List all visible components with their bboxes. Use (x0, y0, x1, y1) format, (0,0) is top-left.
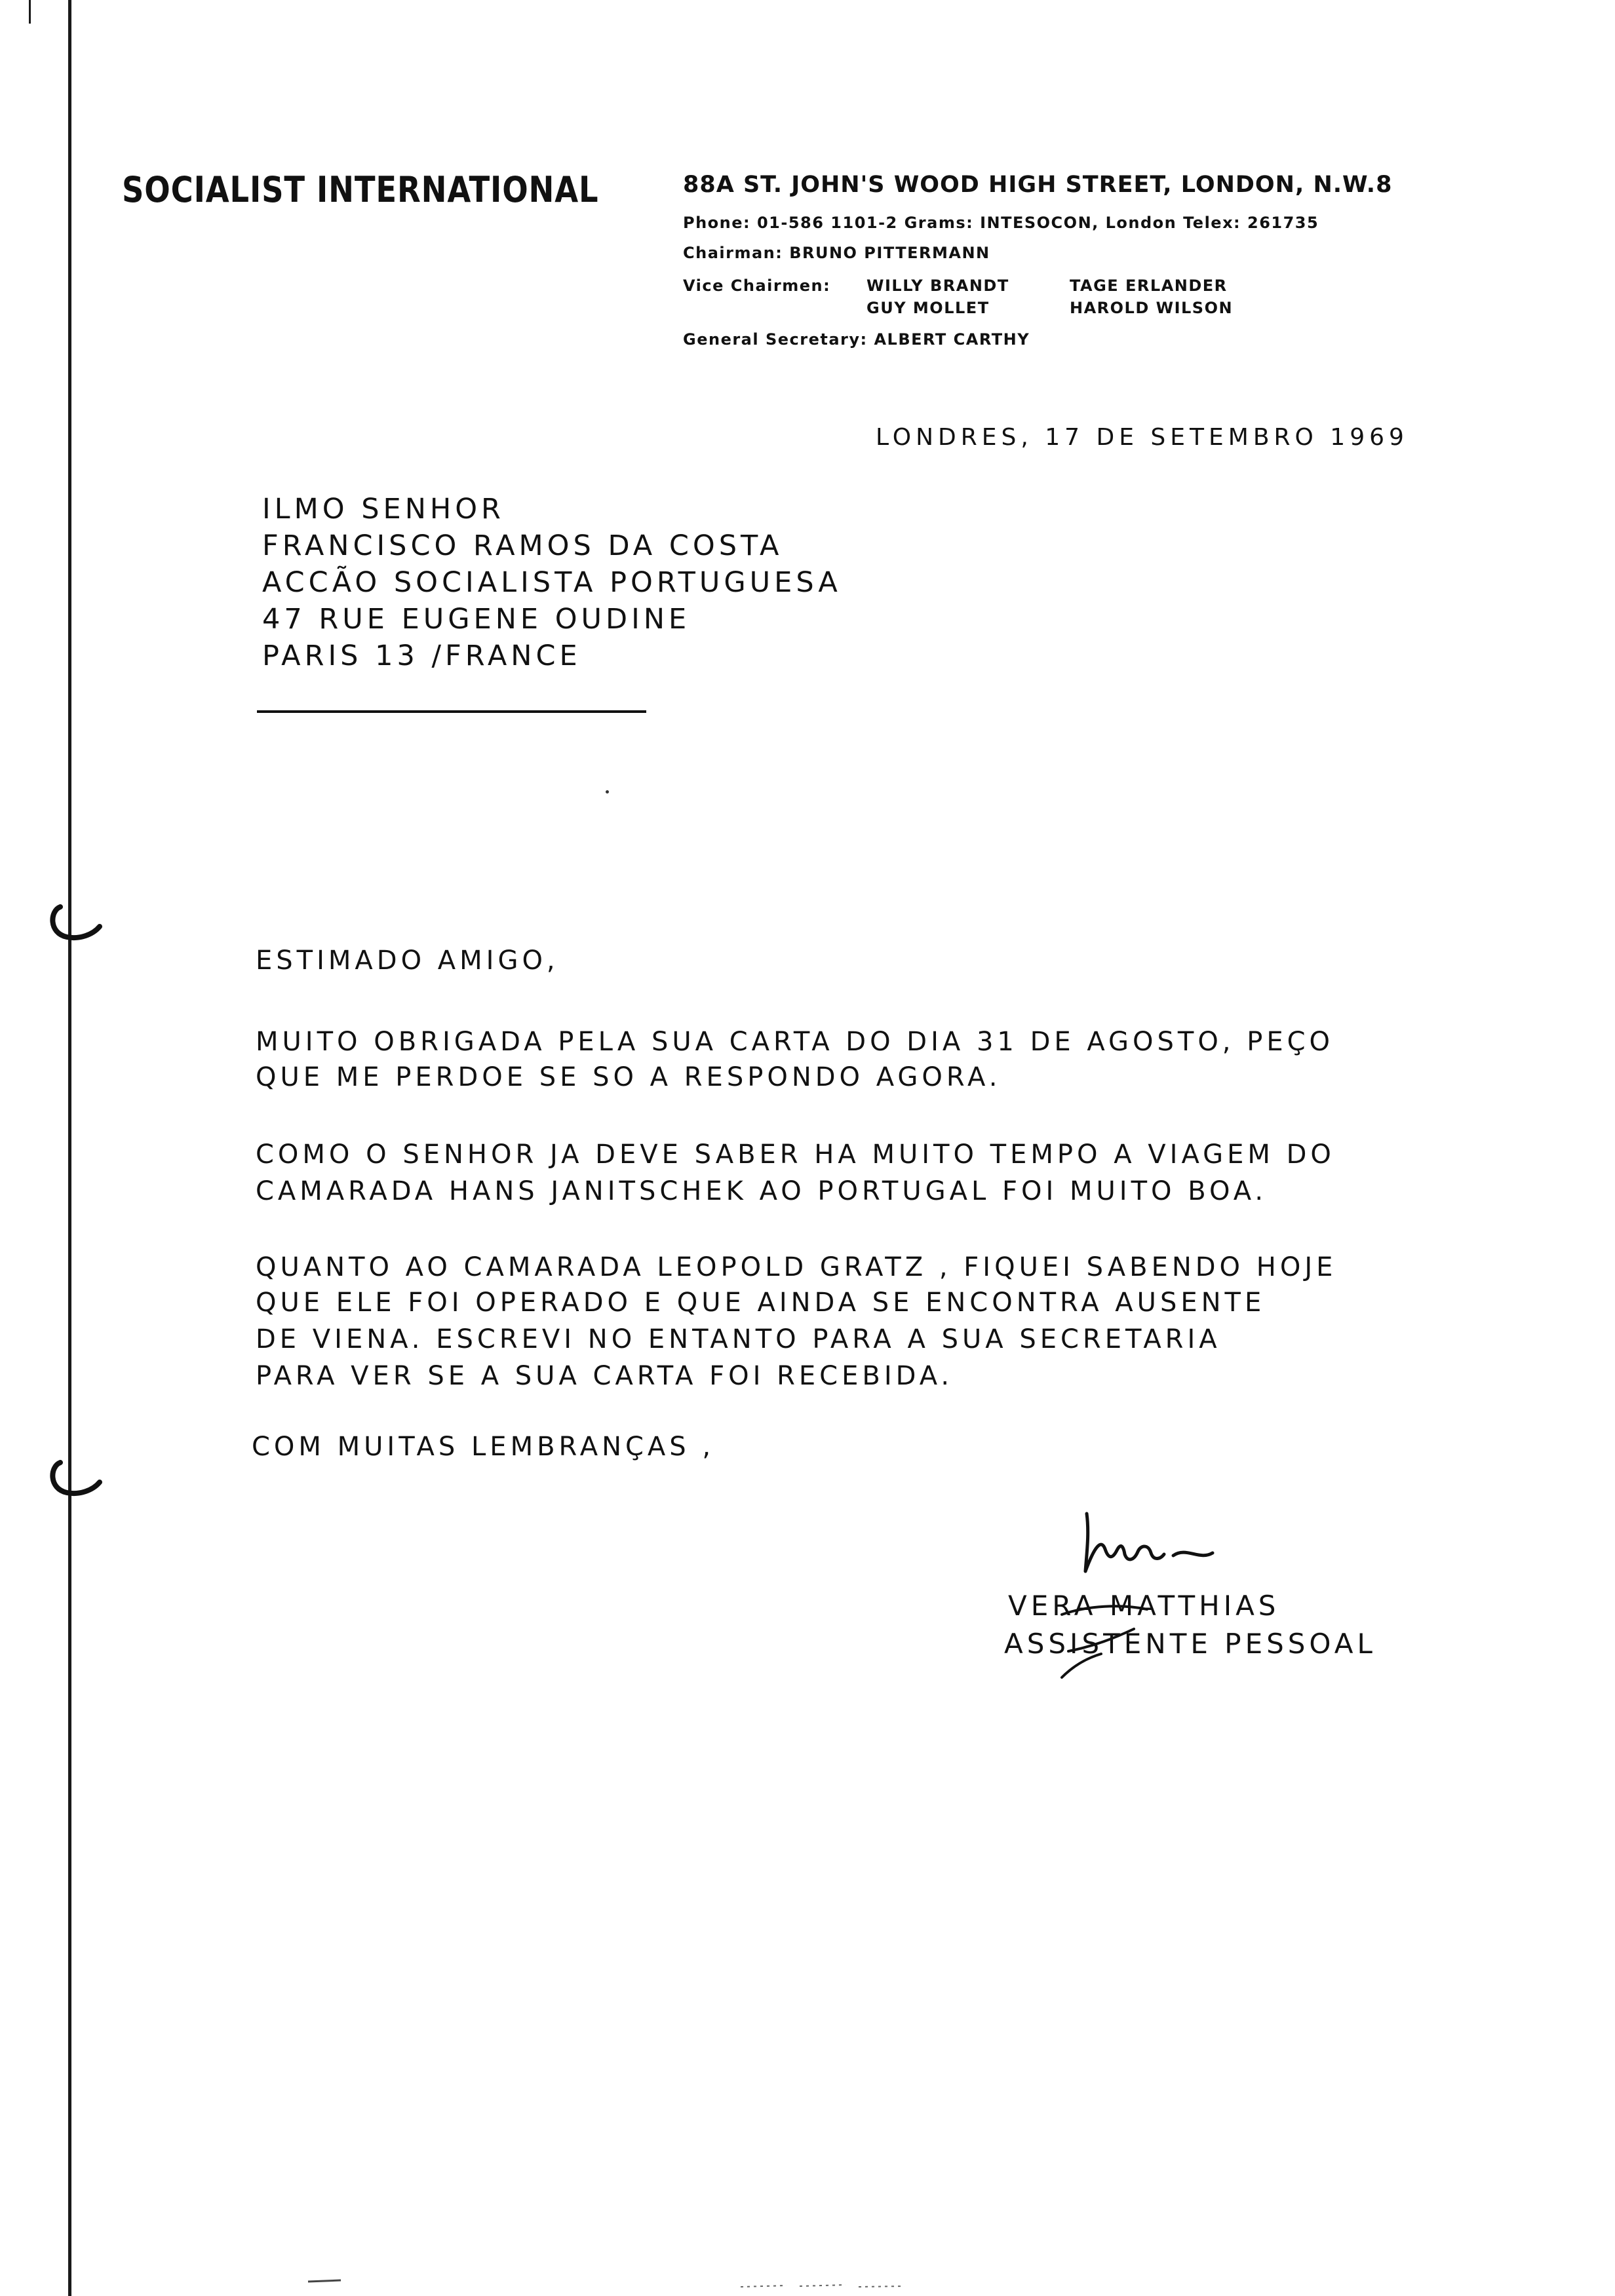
letterhead-vice-chairmen-label: Vice Chairmen: (683, 277, 831, 295)
recipient-line: ACCÃO SOCIALISTA PORTUGUESA (262, 566, 842, 599)
letterhead-phone-line: Phone: 01-586 1101-2 Grams: INTESOCON, London Telex: 261735 (683, 214, 1319, 232)
letter-date: LONDRES, 17 DE SETEMBRO 1969 (876, 424, 1409, 451)
body-line: PARA VER SE A SUA CARTA FOI RECEBIDA. (256, 1361, 954, 1391)
body-line: MUITO OBRIGADA PELA SUA CARTA DO DIA 31 DE AGOSTO, PEÇO (256, 1027, 1334, 1057)
signatory-name: VERA MATTHIAS (1008, 1590, 1280, 1622)
organization-name: SOCIALIST INTERNATIONAL (122, 169, 599, 210)
letterhead-vice-chairman: GUY MOLLET (866, 299, 990, 317)
recipient-line: FRANCISCO RAMOS DA COSTA (262, 529, 783, 562)
recipient-line: 47 RUE EUGENE OUDINE (262, 603, 691, 636)
punch-hole-mark (47, 1460, 104, 1497)
scan-bottom-marks (0, 2274, 1615, 2293)
letterhead-vice-chairman: HAROLD WILSON (1070, 299, 1234, 317)
handwritten-correction-mark (1049, 1586, 1180, 1684)
body-line: COMO O SENHOR JA DEVE SABER HA MUITO TEMPO A VIAGEM DO (256, 1139, 1335, 1170)
letter-closing: COM MUITAS LEMBRANÇAS , (252, 1432, 715, 1462)
scan-edge-tick (29, 0, 31, 24)
letterhead-vice-chairman: WILLY BRANDT (866, 277, 1009, 295)
body-line: DE VIENA. ESCREVI NO ENTANTO PARA A SUA SECRETARIA (256, 1324, 1221, 1354)
scan-edge-line (68, 0, 71, 2296)
letterhead-general-secretary: General Secretary: ALBERT CARTHY (683, 330, 1030, 349)
signatory-title: ASSISTENTE PESSOAL (1004, 1628, 1376, 1660)
address-underline (257, 710, 646, 713)
handwritten-signature (1075, 1501, 1272, 1579)
letterhead-chairman: Chairman: BRUNO PITTERMANN (683, 244, 990, 262)
recipient-line: PARIS 13 /FRANCE (262, 640, 581, 672)
body-line: QUE ME PERDOE SE SO A RESPONDO AGORA. (256, 1062, 1002, 1092)
body-line: QUANTO AO CAMARADA LEOPOLD GRATZ , FIQUEI SABENDO HOJE (256, 1252, 1337, 1282)
letter-greeting: ESTIMADO AMIGO, (256, 946, 559, 976)
letterhead-address: 88A ST. JOHN'S WOOD HIGH STREET, LONDON, N.W.8 (683, 172, 1393, 198)
letterhead-vice-chairman: TAGE ERLANDER (1070, 277, 1228, 295)
body-line: QUE ELE FOI OPERADO E QUE AINDA SE ENCONTRA AUSENTE (256, 1288, 1266, 1318)
recipient-line: ILMO SENHOR (262, 493, 505, 526)
scan-speck (606, 790, 609, 794)
body-line: CAMARADA HANS JANITSCHEK AO PORTUGAL FOI MUITO BOA. (256, 1176, 1268, 1206)
punch-hole-mark (47, 904, 104, 941)
